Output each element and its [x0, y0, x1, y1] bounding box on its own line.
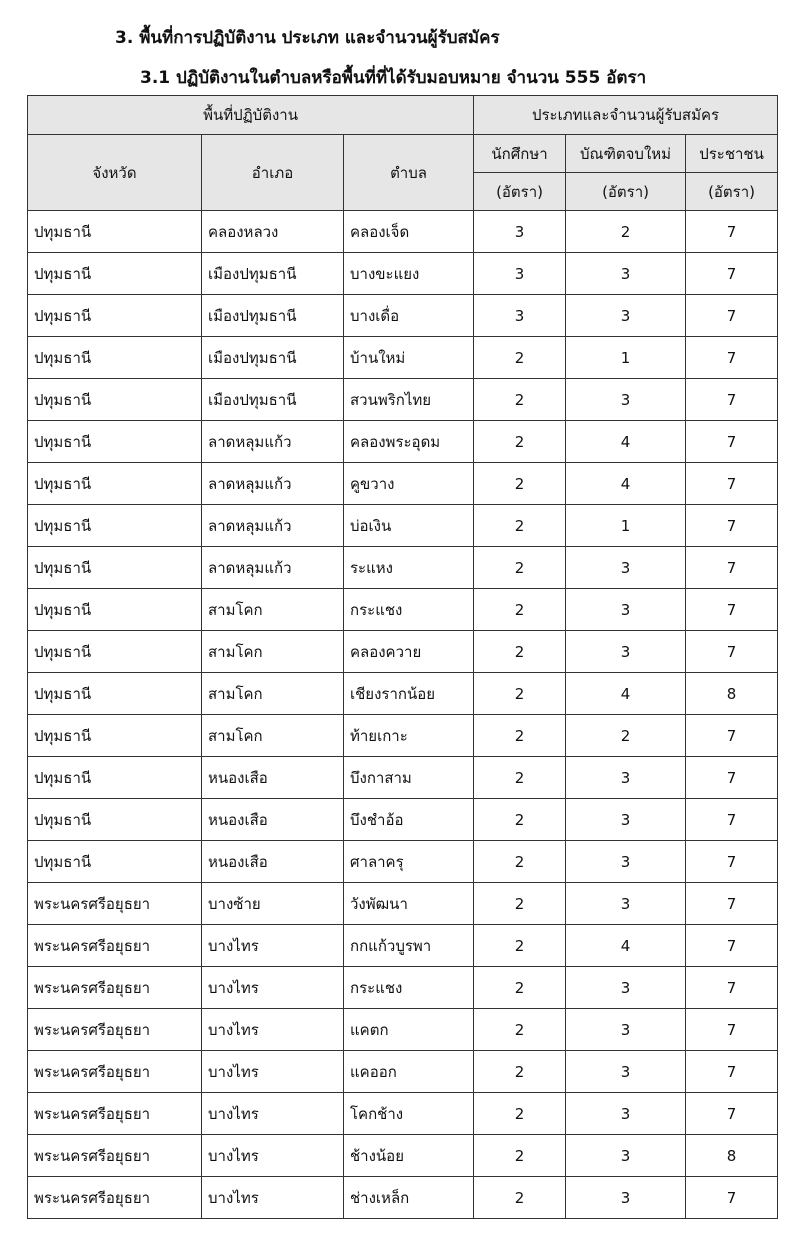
province-cell: พระนครศรีอยุธยา: [28, 883, 202, 925]
graduate-count-cell: 3: [566, 1093, 686, 1135]
province-cell: ปทุมธานี: [28, 841, 202, 883]
subdistrict-cell: แคออก: [344, 1051, 474, 1093]
subdistrict-cell: บ้านใหม่: [344, 337, 474, 379]
district-cell: ลาดหลุมแก้ว: [202, 547, 344, 589]
public-count-cell: 7: [686, 1009, 778, 1051]
student-count-cell: 3: [474, 295, 566, 337]
student-count-cell: 2: [474, 967, 566, 1009]
student-count-cell: 2: [474, 715, 566, 757]
table-header: [28, 96, 778, 211]
district-cell: เมืองปทุมธานี: [202, 379, 344, 421]
district-cell: บางซ้าย: [202, 883, 344, 925]
subdistrict-cell: แคตก: [344, 1009, 474, 1051]
table-row: [28, 1009, 778, 1051]
table-row: [28, 883, 778, 925]
district-cell: ลาดหลุมแก้ว: [202, 463, 344, 505]
subdistrict-cell: คูขวาง: [344, 463, 474, 505]
subdistrict-cell: บึงชำอ้อ: [344, 799, 474, 841]
subdistrict-cell: กระแชง: [344, 589, 474, 631]
table-row: [28, 379, 778, 421]
student-count-cell: 2: [474, 883, 566, 925]
student-count-cell: 2: [474, 1135, 566, 1177]
district-cell: สามโคก: [202, 631, 344, 673]
student-count-cell: 2: [474, 589, 566, 631]
subdistrict-cell: วังพัฒนา: [344, 883, 474, 925]
student-count-cell: 3: [474, 253, 566, 295]
subdistrict-cell: คลองควาย: [344, 631, 474, 673]
header-row-group: [28, 96, 778, 135]
subdistrict-cell: กกแก้วบูรพา: [344, 925, 474, 967]
student-count-cell: 2: [474, 421, 566, 463]
table-row: [28, 211, 778, 253]
graduate-count-cell: 4: [566, 463, 686, 505]
table-row: [28, 337, 778, 379]
subsection-heading: 3.1 ปฏิบัติงานในตำบลหรือพื้นที่ที่ได้รับมอบหมาย จำนวน 555 อัตรา: [140, 68, 647, 88]
graduate-count-cell: 3: [566, 841, 686, 883]
header-unit: (อัตรา): [474, 173, 566, 211]
table-row: [28, 1093, 778, 1135]
public-count-cell: 7: [686, 1051, 778, 1093]
province-cell: ปทุมธานี: [28, 715, 202, 757]
header-unit: (อัตรา): [686, 173, 778, 211]
district-cell: สามโคก: [202, 715, 344, 757]
public-count-cell: 7: [686, 1177, 778, 1219]
graduate-count-cell: 4: [566, 421, 686, 463]
public-count-cell: 7: [686, 883, 778, 925]
subdistrict-cell: บางขะแยง: [344, 253, 474, 295]
public-count-cell: 8: [686, 673, 778, 715]
table-row: [28, 463, 778, 505]
subdistrict-cell: ช้างน้อย: [344, 1135, 474, 1177]
district-cell: บางไทร: [202, 925, 344, 967]
province-cell: พระนครศรีอยุธยา: [28, 925, 202, 967]
subdistrict-cell: คลองพระอุดม: [344, 421, 474, 463]
province-cell: พระนครศรีอยุธยา: [28, 967, 202, 1009]
province-cell: ปทุมธานี: [28, 631, 202, 673]
subdistrict-cell: เชียงรากน้อย: [344, 673, 474, 715]
table-row: [28, 547, 778, 589]
header-public: ประชาชน: [686, 135, 778, 173]
student-count-cell: 2: [474, 631, 566, 673]
district-cell: สามโคก: [202, 673, 344, 715]
subdistrict-cell: สวนพริกไทย: [344, 379, 474, 421]
student-count-cell: 2: [474, 841, 566, 883]
student-count-cell: 2: [474, 1051, 566, 1093]
public-count-cell: 7: [686, 925, 778, 967]
district-cell: ลาดหลุมแก้ว: [202, 505, 344, 547]
subdistrict-cell: บางเดื่อ: [344, 295, 474, 337]
public-count-cell: 7: [686, 211, 778, 253]
work-area-table: [27, 95, 778, 1219]
graduate-count-cell: 2: [566, 715, 686, 757]
graduate-count-cell: 3: [566, 883, 686, 925]
table-row: [28, 295, 778, 337]
student-count-cell: 2: [474, 1009, 566, 1051]
table-row: [28, 757, 778, 799]
graduate-count-cell: 1: [566, 505, 686, 547]
public-count-cell: 7: [686, 379, 778, 421]
graduate-count-cell: 3: [566, 1135, 686, 1177]
province-cell: ปทุมธานี: [28, 421, 202, 463]
district-cell: บางไทร: [202, 1135, 344, 1177]
public-count-cell: 7: [686, 631, 778, 673]
province-cell: ปทุมธานี: [28, 505, 202, 547]
table-body: [28, 211, 778, 1219]
public-count-cell: 7: [686, 715, 778, 757]
subdistrict-cell: ช่างเหล็ก: [344, 1177, 474, 1219]
district-cell: ลาดหลุมแก้ว: [202, 421, 344, 463]
public-count-cell: 7: [686, 463, 778, 505]
district-cell: สามโคก: [202, 589, 344, 631]
public-count-cell: 7: [686, 1093, 778, 1135]
table-row: [28, 925, 778, 967]
district-cell: หนองเสือ: [202, 757, 344, 799]
table-row: [28, 799, 778, 841]
public-count-cell: 7: [686, 421, 778, 463]
subdistrict-cell: โคกช้าง: [344, 1093, 474, 1135]
graduate-count-cell: 3: [566, 379, 686, 421]
province-cell: ปทุมธานี: [28, 211, 202, 253]
header-student: นักศึกษา: [474, 135, 566, 173]
province-cell: พระนครศรีอยุธยา: [28, 1177, 202, 1219]
district-cell: หนองเสือ: [202, 841, 344, 883]
table-row: [28, 421, 778, 463]
header-unit: (อัตรา): [566, 173, 686, 211]
graduate-count-cell: 3: [566, 589, 686, 631]
table-row: [28, 841, 778, 883]
district-cell: บางไทร: [202, 1051, 344, 1093]
table-row: [28, 967, 778, 1009]
subdistrict-cell: บ่อเงิน: [344, 505, 474, 547]
graduate-count-cell: 3: [566, 1177, 686, 1219]
graduate-count-cell: 4: [566, 925, 686, 967]
province-cell: ปทุมธานี: [28, 799, 202, 841]
student-count-cell: 3: [474, 211, 566, 253]
header-province: จังหวัด: [28, 135, 202, 211]
public-count-cell: 7: [686, 505, 778, 547]
student-count-cell: 2: [474, 925, 566, 967]
header-row-columns: [28, 135, 778, 173]
table-row: [28, 631, 778, 673]
province-cell: ปทุมธานี: [28, 295, 202, 337]
subdistrict-cell: ศาลาครุ: [344, 841, 474, 883]
student-count-cell: 2: [474, 379, 566, 421]
table-row: [28, 505, 778, 547]
table-row: [28, 1051, 778, 1093]
header-area-group: พื้นที่ปฏิบัติงาน: [28, 96, 474, 135]
district-cell: คลองหลวง: [202, 211, 344, 253]
province-cell: ปทุมธานี: [28, 673, 202, 715]
student-count-cell: 2: [474, 673, 566, 715]
province-cell: ปทุมธานี: [28, 757, 202, 799]
public-count-cell: 7: [686, 589, 778, 631]
province-cell: ปทุมธานี: [28, 253, 202, 295]
table-row: [28, 1177, 778, 1219]
public-count-cell: 7: [686, 799, 778, 841]
public-count-cell: 7: [686, 757, 778, 799]
table-row: [28, 715, 778, 757]
public-count-cell: 7: [686, 295, 778, 337]
subdistrict-cell: บึงกาสาม: [344, 757, 474, 799]
header-type-group: ประเภทและจำนวนผู้รับสมัคร: [474, 96, 778, 135]
graduate-count-cell: 3: [566, 1009, 686, 1051]
graduate-count-cell: 2: [566, 211, 686, 253]
subdistrict-cell: ท้ายเกาะ: [344, 715, 474, 757]
public-count-cell: 8: [686, 1135, 778, 1177]
public-count-cell: 7: [686, 253, 778, 295]
district-cell: เมืองปทุมธานี: [202, 295, 344, 337]
student-count-cell: 2: [474, 1093, 566, 1135]
province-cell: ปทุมธานี: [28, 547, 202, 589]
student-count-cell: 2: [474, 505, 566, 547]
graduate-count-cell: 1: [566, 337, 686, 379]
province-cell: พระนครศรีอยุธยา: [28, 1135, 202, 1177]
student-count-cell: 2: [474, 337, 566, 379]
table-row: [28, 673, 778, 715]
district-cell: บางไทร: [202, 1177, 344, 1219]
graduate-count-cell: 3: [566, 967, 686, 1009]
district-cell: หนองเสือ: [202, 799, 344, 841]
student-count-cell: 2: [474, 757, 566, 799]
graduate-count-cell: 3: [566, 1051, 686, 1093]
header-subdistrict: ตำบล: [344, 135, 474, 211]
province-cell: พระนครศรีอยุธยา: [28, 1051, 202, 1093]
student-count-cell: 2: [474, 799, 566, 841]
header-graduate: บัณฑิตจบใหม่: [566, 135, 686, 173]
student-count-cell: 2: [474, 547, 566, 589]
subdistrict-cell: ระแหง: [344, 547, 474, 589]
graduate-count-cell: 3: [566, 253, 686, 295]
province-cell: พระนครศรีอยุธยา: [28, 1009, 202, 1051]
province-cell: พระนครศรีอยุธยา: [28, 1093, 202, 1135]
subdistrict-cell: กระแชง: [344, 967, 474, 1009]
public-count-cell: 7: [686, 841, 778, 883]
graduate-count-cell: 3: [566, 631, 686, 673]
subdistrict-cell: คลองเจ็ด: [344, 211, 474, 253]
district-cell: บางไทร: [202, 1093, 344, 1135]
province-cell: ปทุมธานี: [28, 379, 202, 421]
table-row: [28, 1135, 778, 1177]
student-count-cell: 2: [474, 463, 566, 505]
graduate-count-cell: 3: [566, 799, 686, 841]
district-cell: บางไทร: [202, 1009, 344, 1051]
graduate-count-cell: 3: [566, 295, 686, 337]
header-district: อำเภอ: [202, 135, 344, 211]
district-cell: เมืองปทุมธานี: [202, 337, 344, 379]
graduate-count-cell: 3: [566, 547, 686, 589]
graduate-count-cell: 3: [566, 757, 686, 799]
district-cell: เมืองปทุมธานี: [202, 253, 344, 295]
province-cell: ปทุมธานี: [28, 463, 202, 505]
province-cell: ปทุมธานี: [28, 337, 202, 379]
section-heading: 3. พื้นที่การปฏิบัติงาน ประเภท และจำนวนผู้รับสมัคร: [115, 28, 500, 48]
table-row: [28, 253, 778, 295]
district-cell: บางไทร: [202, 967, 344, 1009]
province-cell: ปทุมธานี: [28, 589, 202, 631]
public-count-cell: 7: [686, 337, 778, 379]
public-count-cell: 7: [686, 967, 778, 1009]
graduate-count-cell: 4: [566, 673, 686, 715]
student-count-cell: 2: [474, 1177, 566, 1219]
public-count-cell: 7: [686, 547, 778, 589]
table-row: [28, 589, 778, 631]
